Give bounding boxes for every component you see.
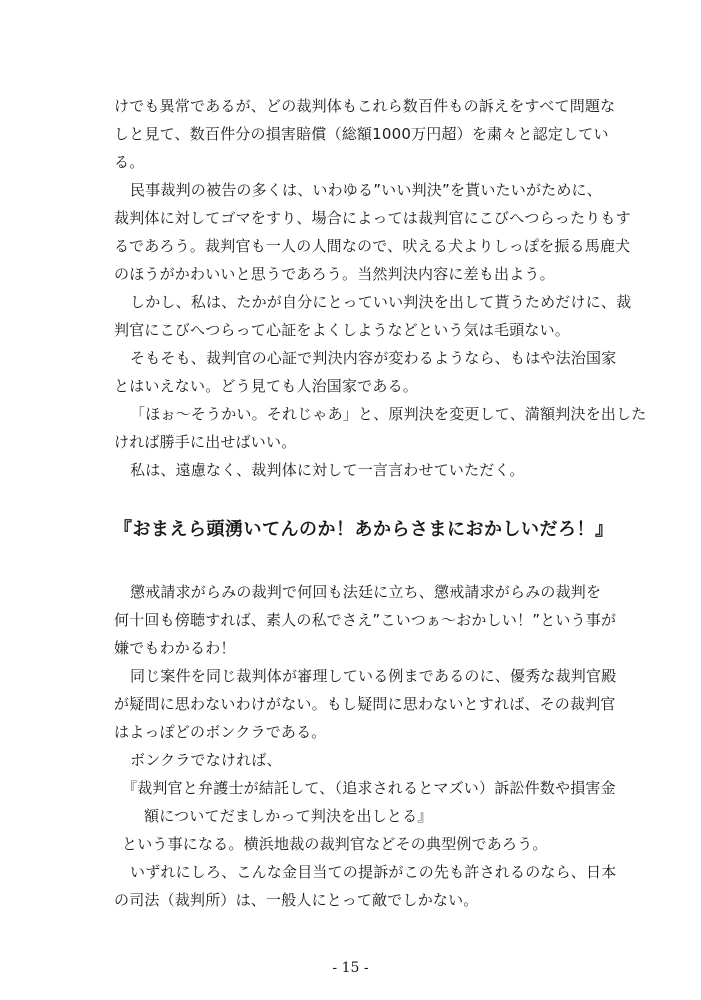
text-line: そもそも、裁判官の心証で判決内容が変わるようなら、もはや法治国家 xyxy=(130,349,617,367)
text-line: 私は、遠慮なく、裁判体に対して一言言わせていただく。 xyxy=(130,461,525,479)
text-line: 判官にこびへつらって心証をよくしようなどという気は毛頭ない。 xyxy=(114,321,571,339)
page-number: - 15 - xyxy=(332,960,369,976)
text-line: ければ勝手に出せばいい。 xyxy=(114,433,297,451)
text-line: の司法（裁判所）は、一般人にとって敵でしかない。 xyxy=(114,891,479,909)
quote-line: 『裁判官と弁護士が結託して、（追求されるとマズい）訴訟件数や損害金 xyxy=(122,779,616,797)
text-line: 裁判体に対してゴマをすり、場合によっては裁判官にこびへつらったりもす xyxy=(114,209,631,227)
section-heading: 『おまえら頭湧いてんのか！あからさまにおかしいだろ！』 xyxy=(114,519,614,540)
text-line: という事になる。横浜地裁の裁判官などその典型例であろう。 xyxy=(122,835,548,853)
text-line: 民事裁判の被告の多くは、いわゆる”いい判決”を貰いたいがために、 xyxy=(130,181,602,199)
text-line: 嫌でもわかるわ！ xyxy=(114,639,236,657)
text-line: はよっぽどのボンクラである。 xyxy=(114,723,327,741)
text-line: 同じ案件を同じ裁判体が審理している例まであるのに、優秀な裁判官殿 xyxy=(130,667,617,685)
quote-line: 額についてだましかって判決を出しとる』 xyxy=(144,807,433,825)
text-line: けでも異常であるが、どの裁判体もこれら数百件もの訴えをすべて問題な xyxy=(114,97,616,115)
text-line: る。 xyxy=(114,153,145,171)
text-line: しかし、私は、たかが自分にとっていい判決を出して貰うためだけに、裁 xyxy=(130,293,632,311)
text-line: のほうがかわいいと思うであろう。当然判決内容に差も出よう。 xyxy=(114,265,555,283)
text-line: ボンクラでなければ、 xyxy=(130,751,282,769)
text-line: しと見て、数百件分の損害賠償（総額1000万円超）を粛々と認定してい xyxy=(114,125,609,143)
body-text xyxy=(114,92,647,914)
text-line: とはいえない。どう見ても人治国家である。 xyxy=(114,377,419,395)
text-line: 何十回も傍聴すれば、素人の私でさえ”こいつぁ～おかしい！”という事が xyxy=(114,611,617,629)
text-line: 「ほぉ～そうかい。それじゃあ」と、原判決を変更して、満額判決を出した xyxy=(130,405,647,423)
text-line: 懲戒請求がらみの裁判で何回も法廷に立ち、懲戒請求がらみの裁判を xyxy=(130,583,602,601)
text-line: いずれにしろ、こんな金目当ての提訴がこの先も許されるのなら、日本 xyxy=(130,863,617,881)
text-line: るであろう。裁判官も一人の人間なので、吠える犬よりしっぽを振る馬鹿犬 xyxy=(114,237,631,255)
text-line: が疑問に思わないわけがない。もし疑問に思わないとすれば、その裁判官 xyxy=(114,695,616,713)
